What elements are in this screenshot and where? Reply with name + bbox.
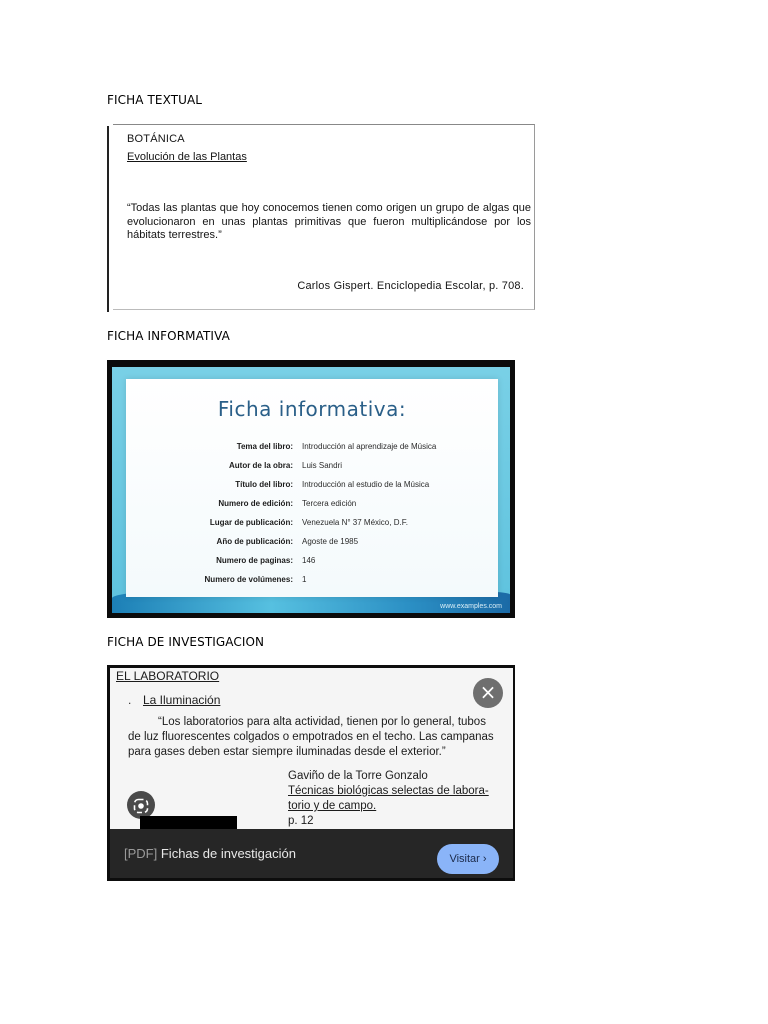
pdf-prefix: [PDF] [124, 846, 158, 861]
lab-title: EL LABORATORIO [116, 669, 220, 683]
ficha-topic: Evolución de las Plantas [127, 151, 247, 163]
info-row [126, 537, 498, 551]
result-bar[interactable] [110, 829, 513, 878]
info-label: Numero de volúmenes: [204, 575, 293, 584]
ref-book-line-1: Técnicas biológicas selectas de labora- [288, 785, 489, 797]
info-label: Autor de la obra: [228, 461, 293, 470]
pdf-result-link[interactable] [124, 846, 296, 861]
bullet-dot: . [128, 693, 132, 707]
info-value: Tercera edición [302, 499, 357, 508]
visit-button[interactable]: Visitar › [437, 844, 499, 874]
ficha-textual-image [107, 124, 534, 312]
image-left-edge [107, 126, 109, 312]
heading-ficha-textual: FICHA TEXTUAL [107, 93, 203, 107]
ref-author: Gaviño de la Torre Gonzalo [288, 770, 428, 782]
lab-subtitle: La Iluminación [143, 693, 221, 707]
info-label: Título del libro: [235, 480, 293, 489]
scanned-page [110, 668, 513, 829]
info-row [126, 499, 498, 513]
info-row [126, 442, 498, 456]
info-value: Introducción al estudio de la Música [302, 480, 430, 489]
ficha-informativa-image [107, 360, 515, 618]
info-label: Numero de edición: [218, 499, 293, 508]
info-row [126, 518, 498, 532]
ficha-textual-card [113, 124, 535, 310]
heading-ficha-investigacion: FICHA DE INVESTIGACION [107, 635, 265, 649]
info-row [126, 480, 498, 494]
info-label: Numero de paginas: [216, 556, 293, 565]
info-value: 1 [302, 575, 307, 584]
info-value: 146 [302, 556, 316, 565]
slide-title: Ficha informativa: [217, 397, 407, 421]
info-label: Tema del libro: [236, 442, 293, 451]
pdf-title: Fichas de investigación [160, 846, 296, 861]
info-value: Introducción al aprendizaje de Música [302, 442, 437, 451]
lens-search-icon[interactable] [127, 791, 155, 819]
info-row [126, 575, 498, 589]
info-value: Luis Sandri [302, 461, 343, 470]
watermark-text: www.examples.com [440, 603, 502, 610]
info-label: Lugar de publicación: [209, 518, 293, 527]
info-value: Agoste de 1985 [302, 537, 359, 546]
info-value: Venezuela N° 37 México, D.F. [302, 518, 408, 527]
heading-ficha-informativa: FICHA INFORMATIVA [107, 329, 230, 343]
ref-book-line-2: torio y de campo. [288, 800, 377, 812]
info-row [126, 461, 498, 475]
ficha-source: Carlos Gispert. Enciclopedia Escolar, p. 708. [297, 280, 524, 292]
ficha-quote: “Todas las plantas que hoy conocemos tienen como origen un grupo de algas que evolucionaron en unas plantas primitivas que fueron multiplicándose por los hábitats terrestres.” [127, 202, 531, 241]
slide-panel [126, 379, 498, 597]
lab-quote: “Los laboratorios para alta actividad, tienen por lo general, tubos de luz fluorescentes colgados o empotrados en el techo. Las campanas para gases deben estar siempre iluminadas desde el exterior.” [128, 716, 494, 758]
info-row [126, 556, 498, 570]
close-icon[interactable]: × [473, 678, 503, 708]
ref-page: p. 12 [288, 815, 314, 827]
slide-background [112, 367, 510, 613]
lab-reference [288, 769, 489, 829]
ficha-investigacion-image [107, 665, 515, 881]
lab-quote-block [128, 715, 500, 760]
redacted-block [140, 816, 237, 829]
ficha-subject: BOTÁNICA [127, 133, 185, 145]
info-label: Año de publicación: [216, 537, 293, 546]
